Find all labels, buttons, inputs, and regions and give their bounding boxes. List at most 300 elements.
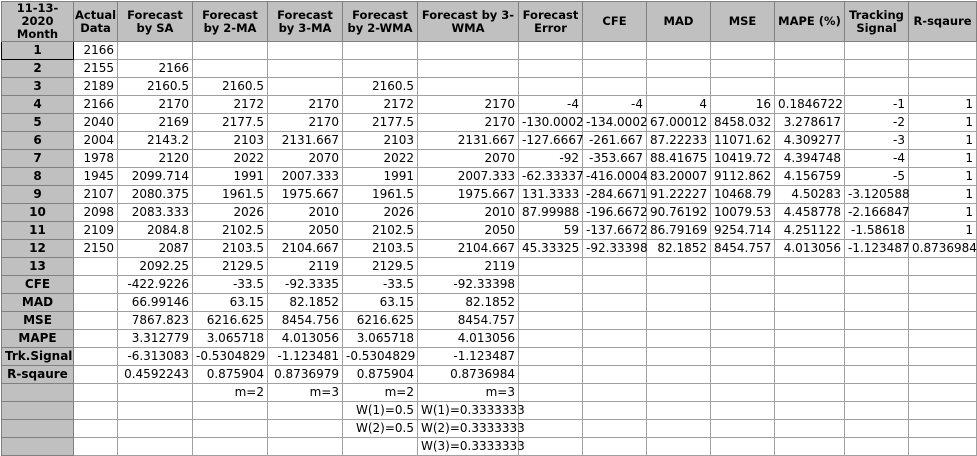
cell-ma2[interactable]: 1991 [193,168,268,186]
cell-mad[interactable]: 82.1852 [647,240,711,258]
cell-ma3[interactable]: 0.8736979 [268,366,343,384]
cell-wma3[interactable]: 8454.757 [418,312,519,330]
cell-ts[interactable]: -3 [845,132,909,150]
cell-mad[interactable] [647,78,711,96]
cell-ts[interactable]: -5 [845,168,909,186]
row-label[interactable]: 10 [2,204,74,222]
cell-wma3[interactable]: 82.1852 [418,294,519,312]
column-header-wma2[interactable]: Forecast by 2-WMA [343,2,418,42]
cell-ma3[interactable]: 1975.667 [268,186,343,204]
cell-wma2[interactable]: -0.5304829 [343,348,418,366]
cell-sa[interactable]: 3.312779 [118,330,193,348]
cell-mape[interactable]: 4.50283 [775,186,845,204]
cell-wma2[interactable] [343,42,418,60]
cell-wma3[interactable]: 4.013056 [418,330,519,348]
row-label[interactable]: MSE [2,312,74,330]
cell-ma3[interactable]: 2007.333 [268,168,343,186]
cell-mape[interactable]: 0.1846722 [775,96,845,114]
cell-wma2[interactable]: -33.5 [343,276,418,294]
cell-sa[interactable]: -6.313083 [118,348,193,366]
cell-cfe[interactable]: -4 [583,96,647,114]
cell-mape[interactable] [775,258,845,276]
cell-ma3[interactable] [268,420,343,438]
row-label[interactable]: 6 [2,132,74,150]
cell-ma2[interactable]: m=2 [193,384,268,402]
cell-mad[interactable]: 87.22233 [647,132,711,150]
cell-cfe[interactable] [583,402,647,420]
column-header-sa[interactable]: Forecast by SA [118,2,193,42]
cell-mape[interactable] [775,78,845,96]
cell-wma3[interactable]: -1.123487 [418,348,519,366]
cell-r2[interactable] [909,42,977,60]
cell-wma2[interactable]: 1991 [343,168,418,186]
cell-r2[interactable] [909,402,977,420]
cell-mse[interactable] [711,42,775,60]
cell-ts[interactable]: -2.166847 [845,204,909,222]
cell-mse[interactable] [711,366,775,384]
cell-mse[interactable]: 10079.53 [711,204,775,222]
cell-cfe[interactable] [583,258,647,276]
cell-mape[interactable]: 4.394748 [775,150,845,168]
cell-ma2[interactable]: 3.065718 [193,330,268,348]
cell-mad[interactable] [647,330,711,348]
cell-r2[interactable] [909,420,977,438]
cell-wma2[interactable]: 63.15 [343,294,418,312]
cell-wma3[interactable]: m=3 [418,384,519,402]
cell-r2[interactable]: 1 [909,222,977,240]
row-label[interactable] [2,384,74,402]
cell-r2[interactable]: 1 [909,204,977,222]
row-label[interactable] [2,402,74,420]
row-label[interactable] [2,420,74,438]
cell-ferr[interactable] [519,312,583,330]
cell-mape[interactable]: 4.251122 [775,222,845,240]
row-label[interactable]: MAD [2,294,74,312]
cell-ma3[interactable]: 2010 [268,204,343,222]
cell-ferr[interactable]: 87.99988 [519,204,583,222]
cell-wma3[interactable]: W(1)=0.3333333 [418,402,519,420]
column-header-ferr[interactable]: Forecast Error [519,2,583,42]
cell-ma2[interactable]: 2103 [193,132,268,150]
cell-mape[interactable] [775,402,845,420]
cell-ma3[interactable]: 8454.756 [268,312,343,330]
cell-sa[interactable]: 2170 [118,96,193,114]
cell-ferr[interactable]: -92 [519,150,583,168]
cell-r2[interactable] [909,348,977,366]
cell-actual[interactable] [74,276,118,294]
cell-ferr[interactable]: 131.3333 [519,186,583,204]
cell-mape[interactable]: 4.309277 [775,132,845,150]
cell-actual[interactable]: 2098 [74,204,118,222]
cell-cfe[interactable]: -134.0002 [583,114,647,132]
cell-mape[interactable]: 4.458778 [775,204,845,222]
cell-ferr[interactable]: 59 [519,222,583,240]
cell-r2[interactable]: 1 [909,132,977,150]
cell-mse[interactable] [711,60,775,78]
cell-actual[interactable] [74,258,118,276]
cell-mad[interactable] [647,420,711,438]
cell-r2[interactable] [909,366,977,384]
cell-cfe[interactable]: -92.33398 [583,240,647,258]
cell-mad[interactable] [647,60,711,78]
cell-ts[interactable] [845,402,909,420]
cell-mse[interactable]: 8454.757 [711,240,775,258]
cell-wma3[interactable]: 0.8736984 [418,366,519,384]
cell-ma2[interactable]: 2177.5 [193,114,268,132]
cell-ferr[interactable]: -4 [519,96,583,114]
row-label[interactable]: MAPE [2,330,74,348]
cell-actual[interactable] [74,402,118,420]
cell-wma2[interactable]: 2103.5 [343,240,418,258]
cell-wma2[interactable]: 2026 [343,204,418,222]
cell-mape[interactable]: 3.278617 [775,114,845,132]
cell-mse[interactable] [711,78,775,96]
cell-actual[interactable]: 1978 [74,150,118,168]
cell-ts[interactable]: -1.58618 [845,222,909,240]
cell-sa[interactable] [118,42,193,60]
cell-sa[interactable]: -422.9226 [118,276,193,294]
cell-mape[interactable] [775,384,845,402]
cell-mse[interactable] [711,330,775,348]
cell-r2[interactable]: 0.8736984 [909,240,977,258]
cell-sa[interactable]: 7867.823 [118,312,193,330]
cell-mad[interactable] [647,384,711,402]
cell-ts[interactable] [845,78,909,96]
cell-actual[interactable] [74,420,118,438]
cell-wma2[interactable] [343,438,418,456]
cell-r2[interactable] [909,438,977,456]
cell-cfe[interactable] [583,366,647,384]
cell-actual[interactable] [74,366,118,384]
cell-wma3[interactable]: 2170 [418,114,519,132]
cell-mse[interactable] [711,438,775,456]
cell-mape[interactable] [775,42,845,60]
cell-r2[interactable]: 1 [909,168,977,186]
cell-cfe[interactable]: -261.667 [583,132,647,150]
cell-ma3[interactable]: -1.123481 [268,348,343,366]
column-header-wma3[interactable]: Forecast by 3-WMA [418,2,519,42]
cell-ferr[interactable] [519,78,583,96]
cell-wma3[interactable]: W(2)=0.3333333 [418,420,519,438]
cell-actual[interactable]: 2150 [74,240,118,258]
cell-ma2[interactable] [193,420,268,438]
cell-mse[interactable] [711,276,775,294]
cell-mad[interactable]: 88.41675 [647,150,711,168]
cell-sa[interactable]: 2087 [118,240,193,258]
cell-cfe[interactable] [583,330,647,348]
cell-mad[interactable] [647,42,711,60]
cell-r2[interactable] [909,312,977,330]
cell-mape[interactable] [775,294,845,312]
cell-mape[interactable]: 4.013056 [775,240,845,258]
cell-wma2[interactable]: 2103 [343,132,418,150]
cell-ma3[interactable]: 2119 [268,258,343,276]
cell-sa[interactable] [118,438,193,456]
cell-mad[interactable] [647,258,711,276]
cell-wma3[interactable]: 2119 [418,258,519,276]
cell-mad[interactable] [647,366,711,384]
cell-ferr[interactable] [519,276,583,294]
cell-actual[interactable]: 2189 [74,78,118,96]
cell-ma3[interactable]: 4.013056 [268,330,343,348]
cell-wma2[interactable]: 2102.5 [343,222,418,240]
cell-mape[interactable] [775,312,845,330]
column-header-ts[interactable]: Tracking Signal [845,2,909,42]
cell-actual[interactable] [74,348,118,366]
cell-ma2[interactable]: -33.5 [193,276,268,294]
cell-mape[interactable] [775,420,845,438]
cell-ma2[interactable]: 2022 [193,150,268,168]
cell-wma3[interactable] [418,42,519,60]
row-label[interactable]: Trk.Signal [2,348,74,366]
cell-ma3[interactable] [268,42,343,60]
cell-ts[interactable] [845,312,909,330]
cell-mse[interactable] [711,258,775,276]
cell-sa[interactable]: 0.4592243 [118,366,193,384]
cell-wma2[interactable]: 2022 [343,150,418,168]
cell-mape[interactable] [775,276,845,294]
cell-wma3[interactable]: 2010 [418,204,519,222]
cell-sa[interactable]: 2143.2 [118,132,193,150]
cell-ts[interactable] [845,348,909,366]
row-label[interactable]: 3 [2,78,74,96]
row-label[interactable]: 9 [2,186,74,204]
cell-mse[interactable]: 11071.62 [711,132,775,150]
cell-cfe[interactable] [583,384,647,402]
cell-wma3[interactable]: 1975.667 [418,186,519,204]
row-label[interactable]: 13 [2,258,74,276]
cell-actual[interactable]: 2004 [74,132,118,150]
cell-wma3[interactable]: 2131.667 [418,132,519,150]
cell-ts[interactable]: -3.120588 [845,186,909,204]
column-header-cfe[interactable]: CFE [583,2,647,42]
cell-ts[interactable] [845,258,909,276]
cell-wma2[interactable] [343,60,418,78]
cell-mse[interactable] [711,402,775,420]
cell-r2[interactable]: 1 [909,186,977,204]
cell-cfe[interactable] [583,348,647,366]
cell-ma3[interactable] [268,78,343,96]
cell-mse[interactable] [711,348,775,366]
cell-ma2[interactable] [193,60,268,78]
row-label[interactable]: 1 [2,42,74,60]
cell-wma2[interactable]: 2177.5 [343,114,418,132]
cell-ferr[interactable]: -130.0002 [519,114,583,132]
cell-r2[interactable] [909,258,977,276]
row-label[interactable]: 5 [2,114,74,132]
cell-ts[interactable]: -1 [845,96,909,114]
row-label[interactable]: 2 [2,60,74,78]
cell-actual[interactable] [74,330,118,348]
cell-mad[interactable] [647,312,711,330]
cell-cfe[interactable] [583,276,647,294]
cell-ma2[interactable]: 6216.625 [193,312,268,330]
cell-r2[interactable] [909,60,977,78]
cell-mse[interactable] [711,384,775,402]
cell-ma2[interactable] [193,438,268,456]
cell-mse[interactable]: 16 [711,96,775,114]
cell-ma2[interactable] [193,42,268,60]
cell-ts[interactable] [845,420,909,438]
cell-ts[interactable] [845,294,909,312]
cell-wma3[interactable]: 2170 [418,96,519,114]
cell-cfe[interactable] [583,60,647,78]
cell-cfe[interactable] [583,78,647,96]
cell-ferr[interactable]: 45.33325 [519,240,583,258]
cell-ferr[interactable]: -127.6667 [519,132,583,150]
cell-cfe[interactable]: -196.6672 [583,204,647,222]
cell-mad[interactable]: 90.76192 [647,204,711,222]
cell-wma2[interactable]: 1961.5 [343,186,418,204]
cell-ma3[interactable]: 2170 [268,96,343,114]
cell-wma2[interactable]: 3.065718 [343,330,418,348]
cell-mad[interactable]: 83.20007 [647,168,711,186]
cell-wma2[interactable]: W(2)=0.5 [343,420,418,438]
cell-sa[interactable] [118,402,193,420]
cell-wma3[interactable]: 2050 [418,222,519,240]
cell-ma3[interactable]: 2131.667 [268,132,343,150]
cell-mse[interactable]: 10468.79 [711,186,775,204]
cell-ma2[interactable]: 2160.5 [193,78,268,96]
cell-mad[interactable]: 67.00012 [647,114,711,132]
cell-r2[interactable] [909,384,977,402]
column-header-month[interactable]: 11-13-2020 Month [2,2,74,42]
column-header-ma2[interactable]: Forecast by 2-MA [193,2,268,42]
cell-mape[interactable] [775,330,845,348]
cell-ts[interactable] [845,366,909,384]
column-header-mad[interactable]: MAD [647,2,711,42]
cell-sa[interactable]: 2083.333 [118,204,193,222]
cell-ts[interactable]: -1.123487 [845,240,909,258]
cell-mse[interactable]: 8458.032 [711,114,775,132]
row-label[interactable]: CFE [2,276,74,294]
cell-ma3[interactable]: 2170 [268,114,343,132]
cell-ts[interactable] [845,60,909,78]
cell-ma3[interactable] [268,402,343,420]
column-header-actual[interactable]: Actual Data [74,2,118,42]
column-header-mse[interactable]: MSE [711,2,775,42]
cell-ferr[interactable] [519,60,583,78]
cell-actual[interactable] [74,312,118,330]
cell-ma2[interactable]: 2129.5 [193,258,268,276]
cell-sa[interactable]: 2092.25 [118,258,193,276]
cell-ma2[interactable]: 2102.5 [193,222,268,240]
cell-actual[interactable]: 2040 [74,114,118,132]
row-label[interactable] [2,438,74,456]
cell-wma3[interactable]: 2007.333 [418,168,519,186]
cell-r2[interactable]: 1 [909,114,977,132]
cell-cfe[interactable] [583,42,647,60]
cell-cfe[interactable]: -284.6671 [583,186,647,204]
cell-actual[interactable] [74,384,118,402]
cell-ferr[interactable] [519,330,583,348]
cell-ma2[interactable]: 1961.5 [193,186,268,204]
cell-ferr[interactable] [519,348,583,366]
cell-ts[interactable] [845,42,909,60]
cell-wma3[interactable]: 2104.667 [418,240,519,258]
cell-cfe[interactable]: -416.0004 [583,168,647,186]
cell-ma3[interactable] [268,60,343,78]
cell-mse[interactable]: 9254.714 [711,222,775,240]
cell-actual[interactable]: 1945 [74,168,118,186]
cell-ts[interactable] [845,276,909,294]
cell-ferr[interactable] [519,402,583,420]
cell-wma2[interactable]: m=2 [343,384,418,402]
cell-ma3[interactable]: m=3 [268,384,343,402]
cell-wma2[interactable]: 2129.5 [343,258,418,276]
cell-mad[interactable] [647,348,711,366]
cell-mape[interactable] [775,438,845,456]
cell-mad[interactable]: 86.79169 [647,222,711,240]
cell-wma3[interactable]: -92.33398 [418,276,519,294]
row-label[interactable]: 8 [2,168,74,186]
cell-sa[interactable]: 2120 [118,150,193,168]
cell-mape[interactable]: 4.156759 [775,168,845,186]
row-label[interactable]: R-sqaure [2,366,74,384]
cell-mse[interactable] [711,312,775,330]
cell-wma3[interactable] [418,78,519,96]
cell-actual[interactable]: 2107 [74,186,118,204]
cell-wma2[interactable]: 0.875904 [343,366,418,384]
cell-ma2[interactable]: 63.15 [193,294,268,312]
cell-cfe[interactable] [583,312,647,330]
cell-r2[interactable] [909,330,977,348]
cell-mse[interactable] [711,420,775,438]
cell-ferr[interactable] [519,258,583,276]
cell-r2[interactable] [909,276,977,294]
cell-ts[interactable]: -2 [845,114,909,132]
cell-actual[interactable]: 2166 [74,42,118,60]
cell-ferr[interactable] [519,294,583,312]
cell-ma2[interactable]: 2103.5 [193,240,268,258]
cell-cfe[interactable]: -353.667 [583,150,647,168]
cell-cfe[interactable] [583,420,647,438]
cell-mad[interactable] [647,294,711,312]
cell-sa[interactable] [118,384,193,402]
cell-wma2[interactable]: W(1)=0.5 [343,402,418,420]
cell-mse[interactable]: 9112.862 [711,168,775,186]
cell-ma2[interactable]: 2026 [193,204,268,222]
cell-r2[interactable] [909,294,977,312]
cell-r2[interactable]: 1 [909,96,977,114]
row-label[interactable]: 7 [2,150,74,168]
row-label[interactable]: 4 [2,96,74,114]
cell-actual[interactable]: 2109 [74,222,118,240]
cell-ma3[interactable]: 2104.667 [268,240,343,258]
cell-sa[interactable]: 2160.5 [118,78,193,96]
column-header-ma3[interactable]: Forecast by 3-MA [268,2,343,42]
cell-mad[interactable]: 4 [647,96,711,114]
cell-wma2[interactable]: 2172 [343,96,418,114]
cell-sa[interactable]: 66.99146 [118,294,193,312]
cell-ferr[interactable]: -62.33337 [519,168,583,186]
cell-ma2[interactable] [193,402,268,420]
cell-ma2[interactable]: 0.875904 [193,366,268,384]
cell-ts[interactable] [845,438,909,456]
cell-wma2[interactable]: 2160.5 [343,78,418,96]
cell-mad[interactable] [647,276,711,294]
cell-mad[interactable]: 91.22227 [647,186,711,204]
cell-ma3[interactable]: 2050 [268,222,343,240]
cell-sa[interactable]: 2084.8 [118,222,193,240]
cell-mad[interactable] [647,402,711,420]
cell-wma3[interactable]: W(3)=0.3333333 [418,438,519,456]
cell-r2[interactable]: 1 [909,150,977,168]
cell-sa[interactable]: 2099.714 [118,168,193,186]
cell-ts[interactable] [845,330,909,348]
column-header-r2[interactable]: R-sqaure [909,2,977,42]
cell-wma3[interactable] [418,60,519,78]
